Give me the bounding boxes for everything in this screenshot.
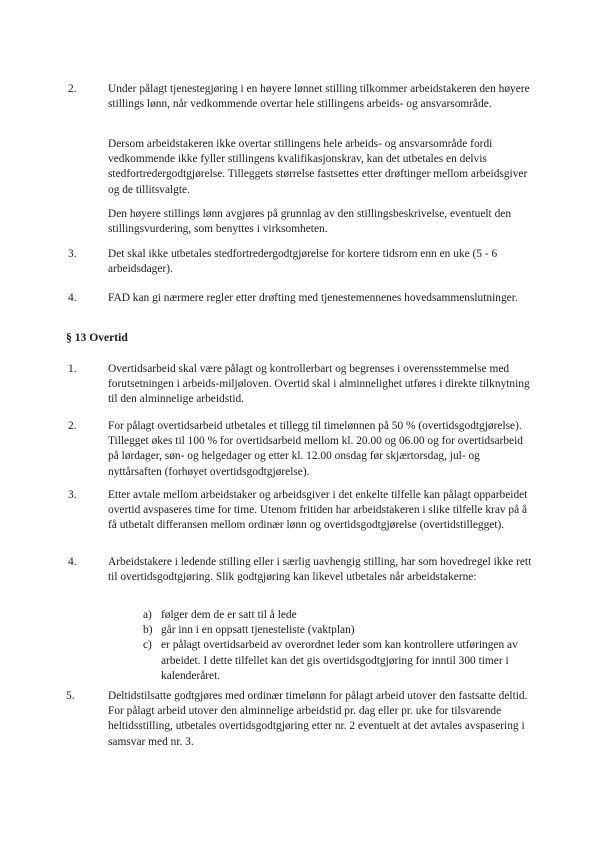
- item-number: 3.: [68, 489, 77, 501]
- sub-list: [143, 608, 543, 684]
- paragraph: Overtidsarbeid skal være pålagt og kontrollerbart og begrenses i overensstemmelse med forutsetningen i arbeids-miljøloven. Overtid skal i alminnelighet utføres i direkte tilknytning til den alminnelige arbeidstid.: [108, 363, 530, 406]
- list-item: [143, 608, 543, 623]
- item-number: 2.: [68, 83, 77, 95]
- item-number: 4.: [68, 292, 77, 304]
- item-number: 4.: [68, 556, 77, 568]
- paragraph: Arbeidstakere i ledende stilling eller i særlig uavhengig stilling, har som hovedregel ikke rett til overtidsgodtgjøring. Slik godtgjøring kan likevel utbetales når arbeidstakerne:: [108, 556, 532, 584]
- list-item-label: b): [143, 624, 153, 637]
- item-number: 2.: [68, 420, 77, 432]
- paragraph: FAD kan gi nærmere regler etter drøfting med tjenestemennenes hovedsammenslutninger.: [108, 292, 518, 304]
- list-item-text: følger dem de er satt til å lede: [161, 609, 297, 621]
- list-item-label: a): [143, 609, 152, 621]
- paragraph: For pålagt overtidsarbeid utbetales et tillegg til timelønnen på 50 % (overtidsgodtgjørelse). Tillegget økes til 100 % for overtidsarbeid mellom kl. 20.00 og 06.00 og for overtidsarbeid på lørdager, søn- og helgedager og etter kl. 12.00 onsdag før skjærtorsdag, jul- og nyttårsaften (forhøyet overtidsgodtgjørelse).: [108, 420, 523, 478]
- paragraph: Etter avtale mellom arbeidstaker og arbeidsgiver i det enkelte tilfelle kan pålagt opparbeidet overtid avspaseres time for time. Utenom fritiden har arbeidstakeren i slike tilfelle krav på å få utbetalt differansen mellom ordinær lønn og overtidsgodtgjørelse (overtidstillegget).: [108, 489, 528, 532]
- paragraph: Under pålagt tjenestegjøring i en høyere lønnet stilling tilkommer arbeidstakeren den høyere stillings lønn, når vedkommende overtar hele stillingens arbeids- og ansvarsområde.: [108, 83, 530, 111]
- paragraph: Dersom arbeidstakeren ikke overtar stillingens hele arbeids- og ansvarsområde fordi vedkommende ikke fyller stillingens kvalifikasjonskrav, kan det utbetales en delvis stedfortredergodtgjørelse. Tilleggets størrelse fastsettes etter drøftinger mellom arbeidsgiver og de tillitsvalgte.: [108, 138, 528, 196]
- list-item: [143, 623, 543, 638]
- list-item-text: er pålagt overtidsarbeid av overordnet leder som kan kontrollere utføringen av arbeidet. I dette tilfellet kan det gis overtidsgodtgjøring for inntil 300 timer i kalenderåret.: [161, 639, 518, 682]
- section-heading: § 13 Overtid: [66, 331, 128, 344]
- item-number: 5.: [66, 690, 75, 702]
- list-item-text: går inn i en oppsatt tjenesteliste (vaktplan): [161, 624, 355, 637]
- list-item: [143, 638, 543, 684]
- paragraph: Det skal ikke utbetales stedfortredergodtgjørelse for kortere tidsrom enn en uke (5 - 6 arbeidsdager).: [108, 248, 498, 276]
- list-item-label: c): [143, 639, 152, 652]
- paragraph: Deltidstilsatte godtgjøres med ordinær timelønn for pålagt arbeid utover den fastsatte deltid. For pålagt arbeid utover den alminnelige arbeidstid pr. dag eller pr. uke for tilsvarende heltidsstilling, utbetales overtidsgodtgjøring etter nr. 2 eventuelt at det avtales avspasering i samsvar med nr. 3.: [108, 690, 528, 748]
- paragraph: Den høyere stillings lønn avgjøres på grunnlag av den stillingsbeskrivelse, eventuelt den stillingsvurdering, som benyttes i virksomheten.: [108, 208, 512, 236]
- item-number: 1.: [68, 363, 77, 375]
- item-number: 3.: [68, 248, 77, 260]
